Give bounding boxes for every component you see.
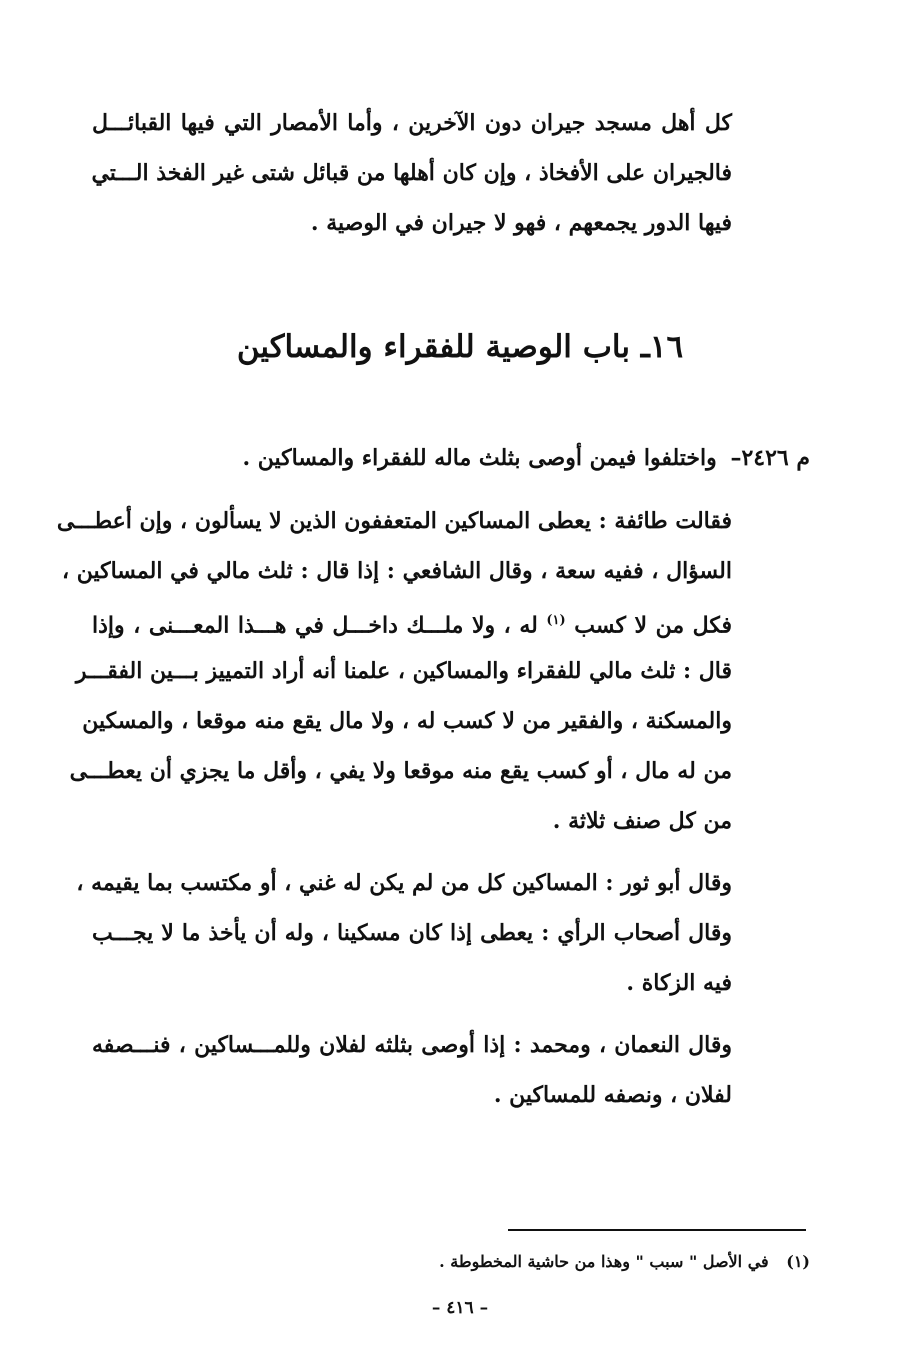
paragraph-1-line-4: قال : ثلث مالي للفقراء والمساكين ، علمنا أنه أراد التمييز بـــين الفقـــر	[75, 658, 732, 684]
entry-text: واختلفوا فيمن أوصى بثلث ماله للفقراء والمساكين .	[242, 445, 717, 471]
chapter-heading: ١٦ـ باب الوصية للفقراء والمساكين	[236, 329, 684, 365]
entry-number: م ٢٤٢٦–	[730, 445, 810, 471]
paragraph-1-line-2: السؤال ، ففيه سعة ، وقال الشافعي : إذا قال : ثلث مالي في المساكين ،	[61, 558, 732, 584]
footnote	[290, 1250, 810, 1274]
top-paragraph-line-2: فالجيران على الأفخاذ ، وإن كان أهلها من قبائل شتى غير الفخذ الـــتي	[91, 160, 732, 186]
footnote-reference: (١)	[546, 613, 566, 628]
paragraph-1-line-3-start: فكل من لا كسب	[574, 612, 733, 639]
top-paragraph-line-3: فيها الدور يجمعهم ، فهو لا جيران في الوصية .	[310, 210, 732, 236]
paragraph-1-line-3	[92, 606, 732, 640]
footnote-text: في الأصل " سبب " وهذا من حاشية المخطوطة .	[439, 1252, 769, 1271]
page-number: – ٤١٦ –	[431, 1298, 489, 1318]
footnote-mark: (١)	[786, 1252, 810, 1271]
paragraph-1-line-6: من له مال ، أو كسب يقع منه موقعا ولا يفي ، وأقل ما يجزي أن يعطـــى	[69, 758, 732, 784]
paragraph-1-line-3-end: له ، ولا ملـــك داخـــل في هـــذا المعـــنى ، وإذا	[92, 612, 538, 639]
entry-line	[210, 443, 810, 473]
paragraph-3-line-2: لفلان ، ونصفه للمساكين .	[493, 1082, 732, 1108]
paragraph-1-line-1: فقالت طائفة : يعطى المساكين المتعففون الذين لا يسألون ، وإن أعطـــى	[56, 508, 732, 534]
paragraph-1-line-5: والمسكنة ، والفقير من لا كسب له ، ولا مال يقع منه موقعا ، والمسكين	[82, 708, 732, 734]
paragraph-2-line-2: وقال أصحاب الرأي : يعطى إذا كان مسكينا ، وله أن يأخذ ما لا يجـــب	[92, 920, 732, 946]
paragraph-2-line-1: وقال أبو ثور : المساكين كل من لم يكن له غني ، أو مكتسب بما يقيمه ،	[76, 870, 732, 896]
footnote-separator	[508, 1229, 806, 1231]
paragraph-1-line-7: من كل صنف ثلاثة .	[552, 808, 732, 834]
paragraph-3-line-1: وقال النعمان ، ومحمد : إذا أوصى بثلثه لفلان وللمـــساكين ، فنـــصفه	[92, 1032, 732, 1058]
top-paragraph-line-1: كل أهل مسجد جيران دون الآخرين ، وأما الأمصار التي فيها القبائـــل	[92, 110, 732, 136]
paragraph-2-line-3: فيه الزكاة .	[626, 970, 732, 996]
